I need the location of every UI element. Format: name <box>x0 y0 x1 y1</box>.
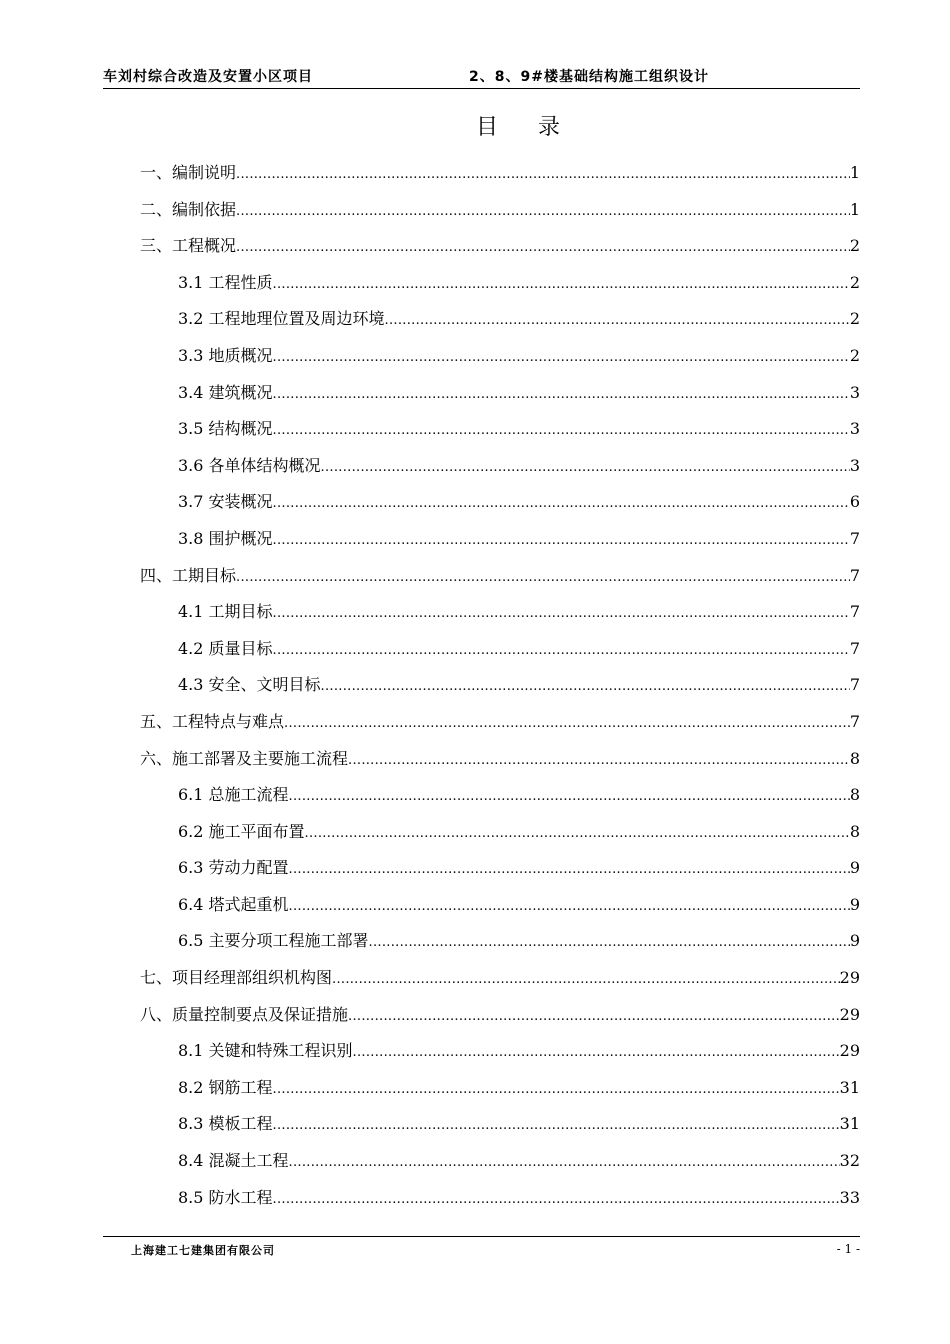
toc-entry[interactable] <box>140 452 860 489</box>
toc-entry-page: 9 <box>849 931 860 951</box>
toc-entry-label: 4.2 质量目标 <box>178 638 273 658</box>
toc-entry-label: 8.4 混凝土工程 <box>178 1151 289 1171</box>
toc-entry[interactable] <box>140 964 860 1001</box>
toc-leader-dots <box>369 929 850 957</box>
toc-entry-label: 二、编制依据 <box>140 199 237 219</box>
toc-entry-page: 9 <box>849 894 860 914</box>
toc-entry-label: 3.2 工程地理位置及周边环境 <box>178 309 385 329</box>
toc-entry-page: 6 <box>849 492 860 512</box>
toc-leader-dots <box>273 344 850 372</box>
toc-entry-label: 3.3 地质概况 <box>178 345 273 365</box>
toc-leader-dots <box>273 381 850 409</box>
toc-entry-label: 3.8 围护概况 <box>178 528 273 548</box>
toc-entry-label: 3.6 各单体结构概况 <box>178 455 321 475</box>
toc-entry-label: 4.3 安全、文明目标 <box>178 675 321 695</box>
toc-entry-page: 7 <box>849 528 860 548</box>
toc-entry-page: 3 <box>849 382 860 402</box>
toc-entry-label: 七、项目经理部组织机构图 <box>140 968 333 988</box>
toc-entry-label: 六、施工部署及主要施工流程 <box>140 748 349 768</box>
toc-leader-dots <box>348 1003 840 1031</box>
toc-entry[interactable] <box>140 342 860 379</box>
toc-entry-page: 2 <box>849 236 860 256</box>
toc-leader-dots <box>273 1076 840 1104</box>
toc-entry-page: 31 <box>839 1114 860 1134</box>
table-of-contents <box>140 159 860 1220</box>
toc-entry-page: 7 <box>849 711 860 731</box>
toc-leader-dots <box>236 198 850 226</box>
toc-entry[interactable] <box>140 232 860 269</box>
toc-leader-dots <box>289 893 850 921</box>
toc-entry[interactable] <box>140 305 860 342</box>
toc-entry-page: 7 <box>849 602 860 622</box>
toc-leader-dots <box>385 307 850 335</box>
toc-entry[interactable] <box>140 488 860 525</box>
toc-leader-dots <box>348 747 850 775</box>
toc-leader-dots <box>273 637 850 665</box>
toc-entry[interactable] <box>140 525 860 562</box>
toc-entry-label: 4.1 工期目标 <box>178 602 273 622</box>
toc-entry-page: 29 <box>839 1041 860 1061</box>
toc-entry-page: 7 <box>849 675 860 695</box>
toc-leader-dots <box>273 490 850 518</box>
toc-entry-label: 8.5 防水工程 <box>178 1187 273 1207</box>
toc-entry-label: 3.5 结构概况 <box>178 419 273 439</box>
toc-entry[interactable] <box>140 854 860 891</box>
toc-entry-page: 7 <box>849 638 860 658</box>
toc-entry-label: 8.1 关键和特殊工程识别 <box>178 1041 353 1061</box>
toc-entry-label: 四、工期目标 <box>140 565 237 585</box>
toc-entry-page: 1 <box>849 163 860 182</box>
toc-entry-page: 8 <box>849 821 860 841</box>
toc-entry-label: 一、编制说明 <box>140 163 237 182</box>
toc-leader-dots <box>289 856 850 884</box>
toc-leader-dots <box>273 1186 840 1214</box>
toc-entry-label: 8.3 模板工程 <box>178 1114 273 1134</box>
toc-entry[interactable] <box>140 1037 860 1074</box>
toc-leader-dots <box>305 820 850 848</box>
toc-entry-page: 8 <box>849 748 860 768</box>
footer-company: 上海建工七建集团有限公司 <box>131 1244 275 1257</box>
toc-leader-dots <box>273 417 850 445</box>
toc-entry[interactable] <box>140 635 860 672</box>
toc-entry-page: 32 <box>839 1151 860 1171</box>
toc-leader-dots <box>289 783 850 811</box>
toc-entry-page: 7 <box>849 565 860 585</box>
footer-page-number: - 1 - <box>836 1242 860 1256</box>
header-project-name: 车刘村综合改造及安置小区项目 <box>103 69 313 85</box>
toc-entry[interactable] <box>140 1001 860 1038</box>
toc-entry-label: 3.4 建筑概况 <box>178 382 273 402</box>
toc-entry-page: 1 <box>849 199 860 219</box>
toc-entry[interactable] <box>140 598 860 635</box>
toc-entry-label: 6.4 塔式起重机 <box>178 894 289 914</box>
toc-leader-dots <box>273 1112 840 1140</box>
toc-entry[interactable] <box>140 415 860 452</box>
toc-entry-page: 29 <box>839 1004 860 1024</box>
toc-entry[interactable] <box>140 1074 860 1111</box>
toc-leader-dots <box>236 564 850 592</box>
toc-entry[interactable] <box>140 1147 860 1184</box>
toc-entry[interactable] <box>140 269 860 306</box>
toc-leader-dots <box>353 1039 840 1067</box>
toc-entry[interactable] <box>140 671 860 708</box>
toc-entry[interactable] <box>140 708 860 745</box>
toc-title: 目录 <box>475 115 600 140</box>
page-header <box>103 64 860 89</box>
toc-entry-page: 3 <box>849 419 860 439</box>
toc-leader-dots <box>236 161 850 189</box>
toc-entry-label: 3.7 安装概况 <box>178 492 273 512</box>
toc-entry[interactable] <box>140 745 860 782</box>
toc-entry-label: 8.2 钢筋工程 <box>178 1077 273 1097</box>
toc-leader-dots <box>273 271 850 299</box>
toc-entry-label: 6.3 劳动力配置 <box>178 858 289 878</box>
toc-entry-label: 6.2 施工平面布置 <box>178 821 305 841</box>
toc-leader-dots <box>332 966 840 994</box>
page-footer <box>103 1236 860 1257</box>
toc-entry-page: 2 <box>849 345 860 365</box>
toc-entry[interactable] <box>140 818 860 855</box>
toc-entry-label: 3.1 工程性质 <box>178 272 273 292</box>
toc-leader-dots <box>321 454 850 482</box>
toc-entry-page: 33 <box>839 1187 860 1207</box>
toc-leader-dots <box>236 234 850 262</box>
toc-entry[interactable] <box>140 159 860 196</box>
toc-entry[interactable] <box>140 927 860 964</box>
toc-entry-label: 八、质量控制要点及保证措施 <box>140 1004 349 1024</box>
toc-leader-dots <box>289 1149 840 1177</box>
toc-entry-page: 2 <box>849 272 860 292</box>
toc-entry[interactable] <box>140 1184 860 1221</box>
toc-entry-page: 8 <box>849 785 860 805</box>
toc-entry[interactable] <box>140 196 860 233</box>
toc-entry[interactable] <box>140 891 860 928</box>
toc-entry[interactable] <box>140 379 860 416</box>
toc-entry[interactable] <box>140 562 860 599</box>
toc-entry-page: 2 <box>849 309 860 329</box>
toc-entry-page: 31 <box>839 1077 860 1097</box>
toc-leader-dots <box>273 600 850 628</box>
toc-entry-label: 6.1 总施工流程 <box>178 785 289 805</box>
toc-entry-page: 9 <box>849 858 860 878</box>
toc-entry-page: 29 <box>839 968 860 988</box>
toc-leader-dots <box>284 710 850 738</box>
toc-leader-dots <box>321 673 850 701</box>
toc-entry[interactable] <box>140 1110 860 1147</box>
toc-entry-label: 6.5 主要分项工程施工部署 <box>178 931 369 951</box>
toc-entry-page: 3 <box>849 455 860 475</box>
toc-entry-label: 三、工程概况 <box>140 236 237 256</box>
header-document-title: 2、8、9#楼基础结构施工组织设计 <box>469 69 709 85</box>
toc-leader-dots <box>273 527 850 555</box>
toc-entry-label: 五、工程特点与难点 <box>140 711 285 731</box>
toc-entry[interactable] <box>140 781 860 818</box>
